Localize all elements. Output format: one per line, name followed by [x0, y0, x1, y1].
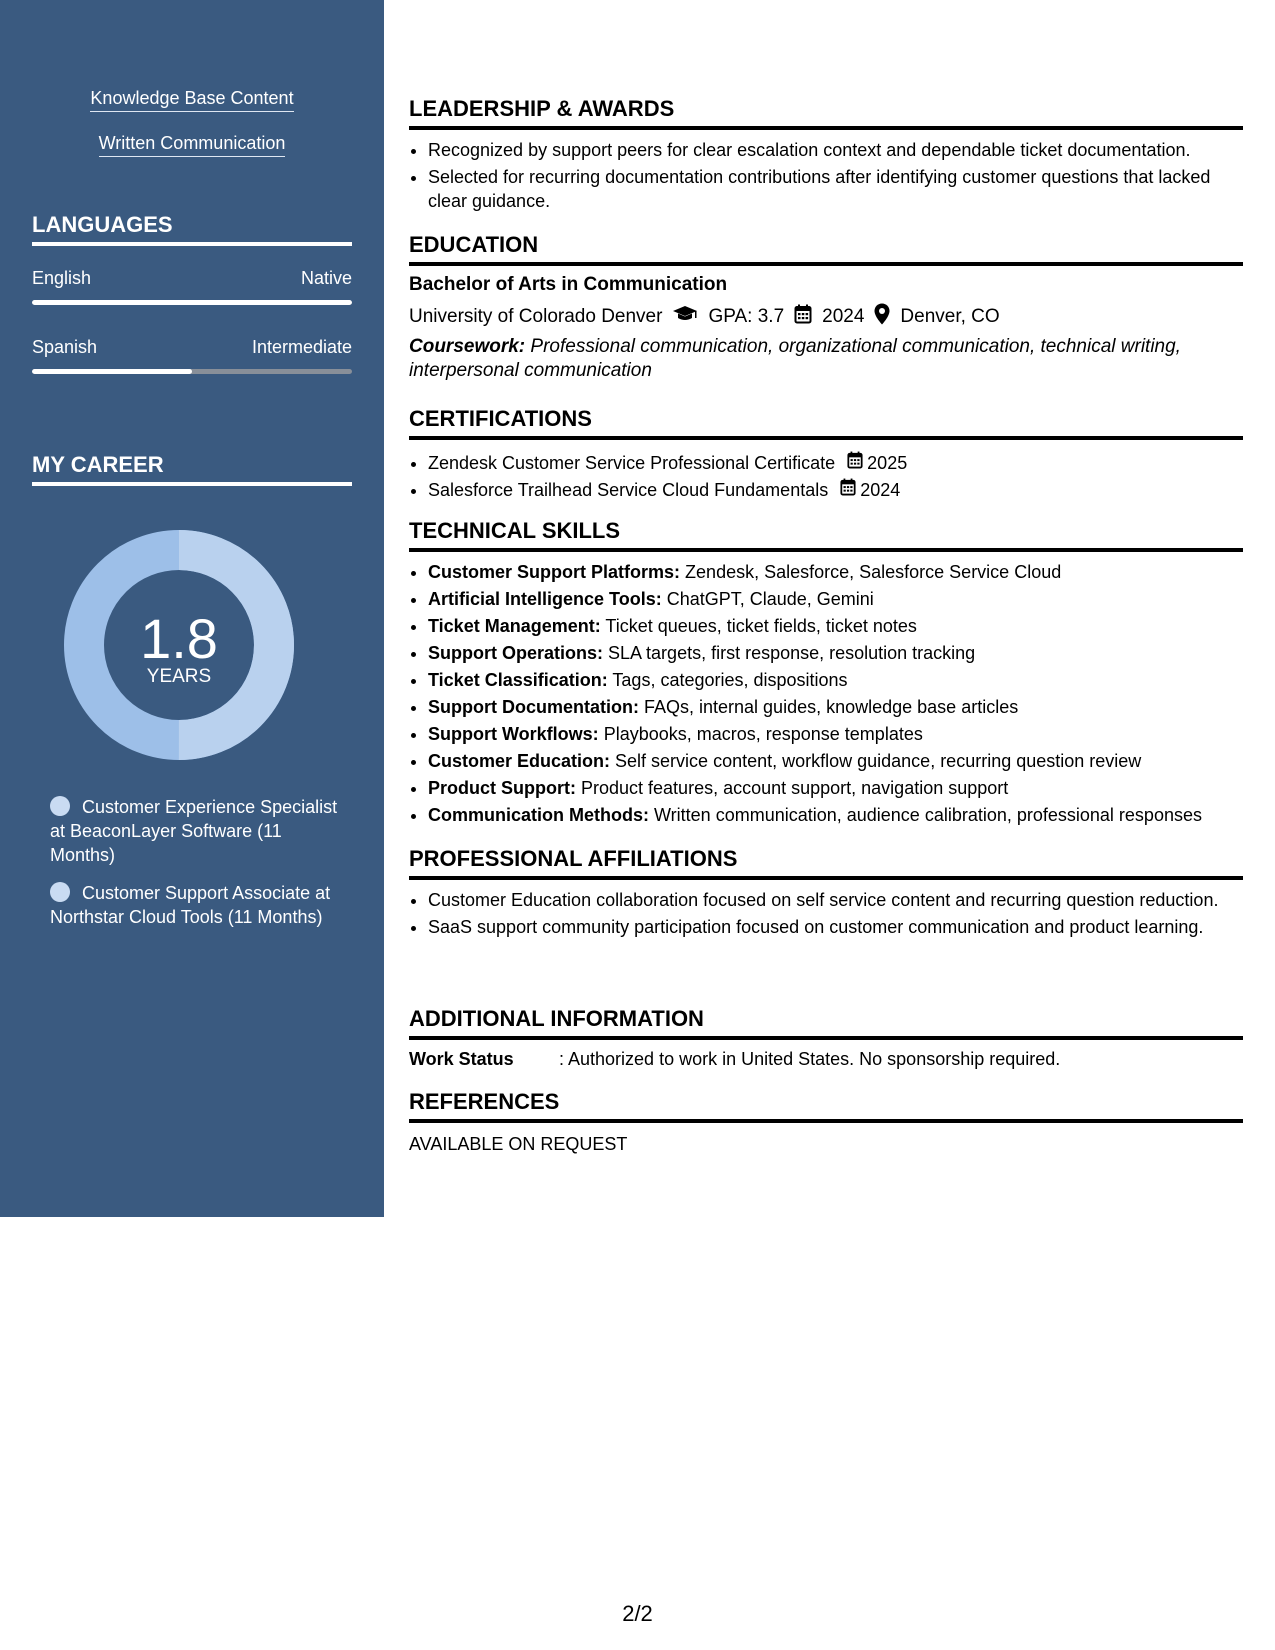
- language-name: English: [32, 268, 92, 288]
- degree-title: Bachelor of Arts in Communication: [409, 274, 728, 295]
- skill-link-knowledge-base[interactable]: Knowledge Base Content: [0, 88, 384, 112]
- career-years-value: 1.8: [140, 607, 218, 670]
- certification-year: 2025: [867, 453, 908, 473]
- certifications-list: [409, 451, 1243, 505]
- skill-link-written-communication[interactable]: Written Communication: [0, 133, 384, 157]
- graduation-cap-icon: [672, 305, 698, 329]
- list-item: • Recognized by support peers for clear escalation context and dependable ticket documentation.: [428, 138, 1243, 162]
- coursework-label: Coursework:: [409, 336, 526, 357]
- language-bar-fill: [32, 300, 352, 305]
- work-status-label: Work Status: [409, 1049, 514, 1069]
- skill-item: • Ticket Management: Ticket queues, ticket fields, ticket notes: [428, 614, 1243, 638]
- graduation-year: 2024: [822, 306, 865, 327]
- career-years-label: YEARS: [146, 666, 212, 687]
- leadership-list: [409, 138, 1243, 216]
- language-bar-spanish: [32, 369, 352, 374]
- certification-item: • Salesforce Trailhead Service Cloud Fundamentals 2024: [428, 478, 1243, 502]
- calendar-icon: [840, 478, 856, 502]
- sidebar: [0, 0, 384, 1217]
- certifications-heading: CERTIFICATIONS: [409, 406, 1243, 440]
- skill-item: • Communication Methods: Written communication, audience calibration, professional responses: [428, 803, 1243, 827]
- certification-item: • Zendesk Customer Service Professional Certificate 2025: [428, 451, 1243, 475]
- leadership-heading: LEADERSHIP & AWARDS: [409, 96, 1243, 130]
- calendar-icon: [794, 304, 812, 330]
- skill-item: • Product Support: Product features, account support, navigation support: [428, 776, 1243, 800]
- coursework: [409, 335, 1243, 383]
- language-bar-fill: [32, 369, 192, 374]
- languages-heading: LANGUAGES: [32, 212, 352, 246]
- career-item: Customer Support Associate at Northstar Cloud Tools (11 Months): [50, 883, 331, 927]
- list-item: • Selected for recurring documentation contributions after identifying customer questions that lacked clear guidance.: [428, 165, 1243, 213]
- education-heading: EDUCATION: [409, 232, 1243, 266]
- affiliations-list: [409, 888, 1243, 942]
- skill-item: • Ticket Classification: Tags, categories, dispositions: [428, 668, 1243, 692]
- career-years-donut: [64, 530, 294, 760]
- education-location: Denver, CO: [900, 306, 1000, 327]
- location-pin-icon: [874, 303, 890, 331]
- career-heading: MY CAREER: [32, 452, 352, 486]
- education-meta: [409, 303, 1243, 331]
- skill-item: • Support Documentation: FAQs, internal guides, knowledge base articles: [428, 695, 1243, 719]
- language-name: Spanish: [32, 337, 98, 357]
- skill-item: • Customer Education: Self service content, workflow guidance, recurring question review: [428, 749, 1243, 773]
- list-item: • Customer Education collaboration focused on self service content and recurring question reduction.: [428, 888, 1243, 912]
- career-item: Customer Experience Specialist at BeaconLayer Software (11 Months): [50, 797, 338, 865]
- technical-skills-heading: TECHNICAL SKILLS: [409, 518, 1243, 552]
- additional-info-heading: ADDITIONAL INFORMATION: [409, 1006, 1243, 1040]
- bullet-dot-icon: [50, 796, 70, 816]
- technical-skills-list: [409, 560, 1243, 830]
- references-text: AVAILABLE ON REQUEST: [409, 1134, 628, 1154]
- coursework-text: Professional communication, organizational communication, technical writing, interpersonal communication: [409, 336, 1181, 381]
- skill-item: • Support Operations: SLA targets, first response, resolution tracking: [428, 641, 1243, 665]
- work-status-row: [409, 1049, 1243, 1070]
- language-row-spanish: [32, 337, 352, 358]
- calendar-icon: [847, 451, 863, 475]
- school-name: University of Colorado Denver: [409, 306, 663, 327]
- gpa: GPA: 3.7: [708, 306, 785, 327]
- certification-year: 2024: [860, 480, 901, 500]
- skill-item: • Customer Support Platforms: Zendesk, Salesforce, Salesforce Service Cloud: [428, 560, 1243, 584]
- language-row-english: [32, 268, 352, 289]
- bullet-dot-icon: [50, 882, 70, 902]
- skill-item: • Support Workflows: Playbooks, macros, response templates: [428, 722, 1243, 746]
- list-item: • SaaS support community participation focused on customer communication and product learning.: [428, 915, 1243, 939]
- language-bar-english: [32, 300, 352, 305]
- language-level: Intermediate: [251, 337, 352, 357]
- page-number: 2/2: [622, 1601, 653, 1626]
- references-heading: REFERENCES: [409, 1089, 1243, 1123]
- work-status-value: : Authorized to work in United States. No sponsorship required.: [559, 1049, 1061, 1069]
- affiliations-heading: PROFESSIONAL AFFILIATIONS: [409, 846, 1243, 880]
- skill-item: • Artificial Intelligence Tools: ChatGPT, Claude, Gemini: [428, 587, 1243, 611]
- language-level: Native: [300, 268, 352, 288]
